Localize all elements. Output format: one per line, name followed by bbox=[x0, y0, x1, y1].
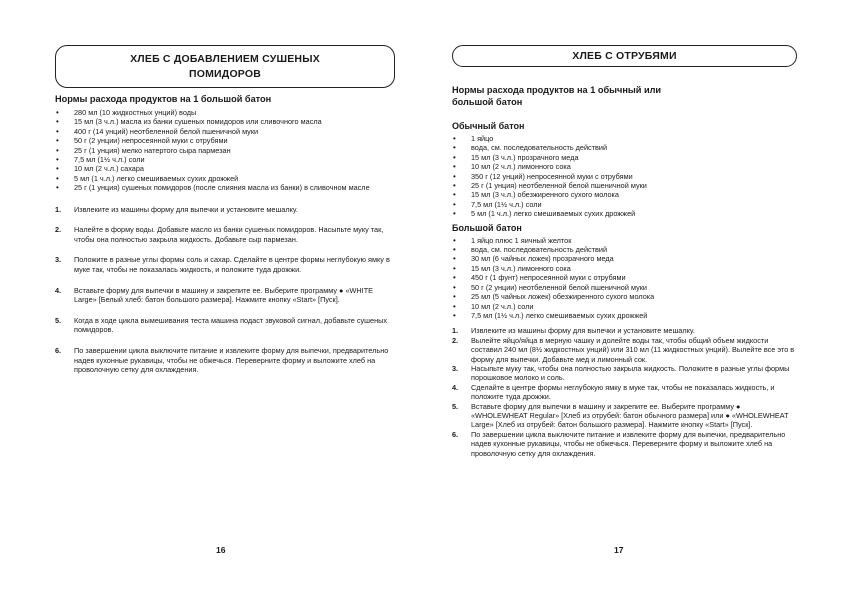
ingredient-item: • 10 мл (2 ч.л.) соли bbox=[452, 302, 797, 311]
ingredient-item: • 400 г (14 унций) неотбеленной белой пшеничной муки bbox=[55, 127, 395, 136]
ingredient-item: • 25 г (1 унция) сушеных помидоров (после слияния масла из банки) в сливочном масле bbox=[55, 183, 395, 192]
ingredients-heading-line2: большой батон bbox=[452, 97, 523, 107]
ingredient-item: • 5 мл (1 ч.л.) легко смешиваемых сухих дрожжей bbox=[55, 174, 395, 183]
ingredient-item: • 15 мл (3 ч.л.) прозрачного меда bbox=[452, 153, 797, 162]
page-number: 17 bbox=[614, 545, 624, 555]
recipe-title-box bbox=[452, 45, 797, 67]
step-item bbox=[55, 205, 395, 215]
ingredient-item: • 5 мл (1 ч.л.) легко смешиваемых сухих дрожжей bbox=[452, 209, 797, 218]
step-text: По завершении цикла выключите питание и извлеките форму для выпечки, предварительно надев кухонные рукавицы, чтобы не обжечься. Переверните форму и выложите хлеб на проволочную сетку для охлаждения. bbox=[74, 346, 389, 375]
recipe-content bbox=[55, 93, 395, 386]
step-number: 5. bbox=[452, 401, 459, 411]
step-number: 2. bbox=[452, 335, 459, 345]
ingredient-list bbox=[55, 108, 395, 193]
step-number: 5. bbox=[55, 315, 62, 325]
page-number: 16 bbox=[216, 545, 226, 555]
ingredient-item: • 25 мл (5 чайных ложек) обезжиренного сухого молока bbox=[452, 292, 797, 301]
ingredient-item: • 30 мл (6 чайных ложек) прозрачного меда bbox=[452, 254, 797, 263]
recipe-content bbox=[452, 84, 797, 458]
recipe-title-line2: ПОМИДОРОВ bbox=[188, 68, 262, 80]
regular-loaf-heading: Обычный батон bbox=[452, 121, 525, 131]
step-text: Насыпьте муку так, чтобы она полностью закрыла жидкость. Положите в разные углы формы порошковое молоко и соль. bbox=[471, 363, 790, 383]
step-text: Налейте в форму воды. Добавьте масло из банки сушеных помидоров. Насыпьте муку так, чтобы она полностью закрыла жидкость. Добавьте сыр пармезан. bbox=[74, 225, 384, 244]
ingredient-item: • 50 г (2 унции) непросеянной муки с отрубями bbox=[55, 136, 395, 145]
recipe-title-line1: ХЛЕБ С ДОБАВЛЕНИЕМ СУШЕНЫХ bbox=[130, 53, 320, 65]
recipe-title-box bbox=[55, 45, 395, 88]
step-text: Положите в разные углы формы соль и сахар. Сделайте в центре формы неглубокую ямку в муке так, чтобы не показалась жидкость, и положите туда дрожжи. bbox=[74, 255, 390, 275]
step-item bbox=[55, 346, 395, 375]
step-item bbox=[55, 316, 395, 335]
ingredient-item: • 7,5 мл (1½ ч.л.) легко смешиваемых сухих дрожжей bbox=[452, 311, 797, 320]
ingredient-item: • 1 яйцо плюс 1 яичный желток bbox=[452, 236, 797, 245]
step-text: Извлеките из машины форму для выпечки и установите мешалку. bbox=[471, 326, 695, 336]
step-item bbox=[55, 225, 395, 244]
step-text: Вставьте форму для выпечки в машину и закрепите ее. Выберите программу ● «WHOLEWHEAT Regular» [Хлеб из отрубей: батон обычного размера] или ● «WHOLEWHEAT Large» [Хлеб из отрубей: батон большого размера]. Нажмите кнопку «Start» [Пуск]. bbox=[471, 401, 789, 430]
ingredient-item: • вода, см. последовательность действий bbox=[452, 143, 797, 152]
ingredient-item: • 50 г (2 унции) неотбеленной белой пшеничной муки bbox=[452, 283, 797, 292]
step-number: 3. bbox=[55, 255, 62, 265]
step-item bbox=[452, 336, 797, 364]
step-item bbox=[452, 326, 797, 335]
step-number: 1. bbox=[55, 204, 62, 214]
step-text: Когда в ходе цикла вымешивания теста машина подаст звуковой сигнал, добавьте сушеных помидоров. bbox=[74, 315, 388, 335]
recipe-title: ХЛЕБ С ОТРУБЯМИ bbox=[572, 50, 677, 62]
right-page bbox=[452, 0, 797, 595]
step-text: Извлеките из машины форму для выпечки и установите мешалку. bbox=[74, 204, 298, 214]
step-item bbox=[452, 430, 797, 458]
ingredient-item: • 15 мл (3 ч.л.) лимонного сока bbox=[452, 264, 797, 273]
ingredient-item: • 350 г (12 унций) непросеянной муки с отрубями bbox=[452, 172, 797, 181]
step-number: 2. bbox=[55, 225, 62, 235]
step-item bbox=[452, 402, 797, 430]
ingredient-item: • вода, см. последовательность действий bbox=[452, 245, 797, 254]
regular-ingredient-list bbox=[452, 134, 797, 219]
step-list bbox=[55, 205, 395, 375]
step-number: 4. bbox=[452, 382, 459, 392]
step-item bbox=[452, 364, 797, 383]
large-loaf-heading: Большой батон bbox=[452, 222, 522, 233]
ingredients-heading: Нормы расхода продуктов на 1 большой батон bbox=[55, 94, 272, 104]
ingredient-item: • 25 г (1 унция) мелко натертого сыра пармезан bbox=[55, 146, 395, 155]
step-text: Вставьте форму для выпечки в машину и закрепите ее. Выберите программу ● «WHITE Large» [Белый хлеб: батон большого размера]. Нажмите кнопку «Start» [Пуск]. bbox=[74, 285, 374, 305]
ingredient-item: • 1 яйцо bbox=[452, 134, 797, 143]
step-item bbox=[55, 255, 395, 274]
ingredient-item: • 7,5 мл (1½ ч.л.) соли bbox=[452, 200, 797, 209]
step-item bbox=[55, 286, 395, 305]
ingredients-heading-line1: Нормы расхода продуктов на 1 обычный или bbox=[452, 85, 662, 95]
step-text: Вылейте яйцо/яйца в мерную чашку и долейте воды так, чтобы общий объем жидкости составил 240 мл (8½ жидкостных унций) или 310 мл (11 жидкостных унций). Вылейте все это в форму для выпечки. Добавьте мед и лимонный сок. bbox=[471, 335, 795, 364]
ingredient-item: • 450 г (1 фунт) непросеянной муки с отрубями bbox=[452, 273, 797, 282]
ingredient-item: • 10 мл (2 ч.л.) сахара bbox=[55, 164, 395, 173]
step-text: Сделайте в центре формы неглубокую ямку в муке так, чтобы не показалась жидкость, и положите туда дрожжи. bbox=[471, 382, 775, 402]
large-ingredient-list bbox=[452, 236, 797, 321]
step-number: 6. bbox=[55, 346, 62, 355]
left-page bbox=[55, 0, 395, 595]
ingredient-item: • 15 мл (3 ч.л.) масла из банки сушеных помидоров или сливочного масла bbox=[55, 117, 395, 126]
step-number: 3. bbox=[452, 363, 459, 373]
ingredient-item: • 7,5 мл (1½ ч.л.) соли bbox=[55, 155, 395, 164]
step-list bbox=[452, 326, 797, 458]
ingredient-item: • 10 мл (2 ч.л.) лимонного сока bbox=[452, 162, 797, 171]
ingredient-item: • 280 мл (10 жидкостных унций) воды bbox=[55, 108, 395, 117]
step-number: 6. bbox=[452, 429, 459, 439]
step-item bbox=[452, 383, 797, 402]
step-number: 4. bbox=[55, 285, 62, 295]
ingredient-item: • 25 г (1 унция) неотбеленной белой пшеничной муки bbox=[452, 181, 797, 190]
step-text: По завершении цикла выключите питание и извлеките форму для выпечки, предварительно надев кухонные рукавицы, чтобы не обжечься. Переверните форму и выложите хлеб на проволочную сетку для охлаждения. bbox=[471, 429, 786, 458]
ingredient-item: • 15 мл (3 ч.л.) обезжиренного сухого молока bbox=[452, 190, 797, 199]
step-number: 1. bbox=[452, 326, 459, 336]
ingredients-heading bbox=[452, 84, 797, 108]
